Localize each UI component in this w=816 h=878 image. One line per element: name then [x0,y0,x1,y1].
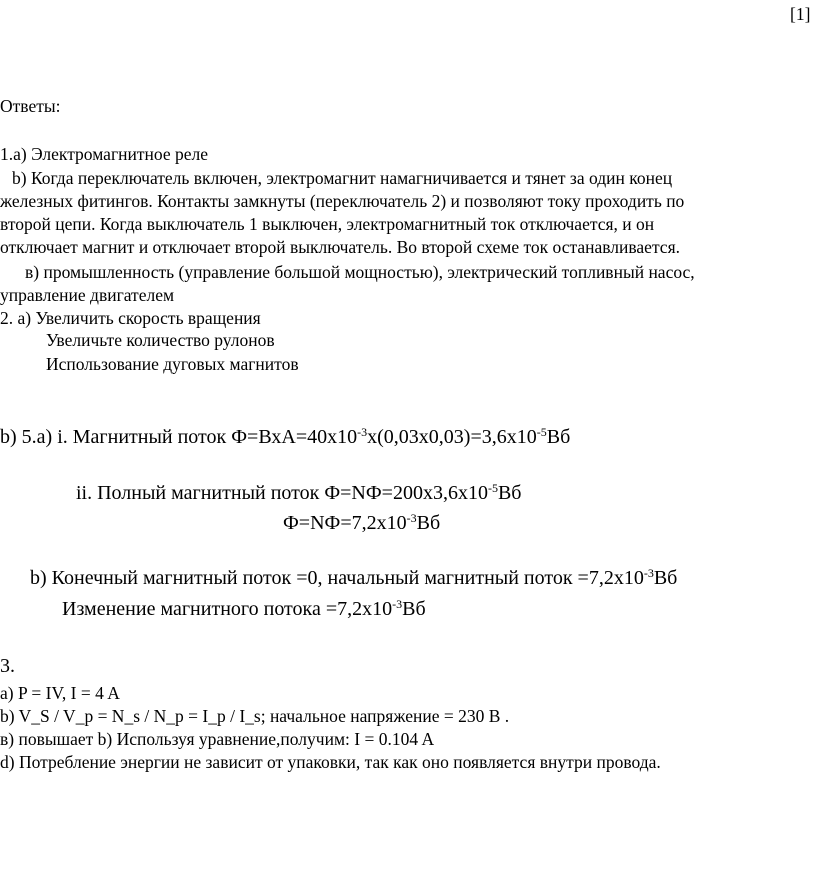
q5-line-4 [30,566,677,590]
q5-line-2-text-1: ii. Полный магнитный поток Ф=NФ=200х3,6х10 [76,482,488,504]
q5-line-3-sup-1: -3 [406,511,417,525]
q5-line-1-sup-2: -5 [536,425,547,439]
q5-line-1 [0,425,570,449]
q5-line-3 [283,511,440,535]
q3-line-d: d) Потребление энергии не зависит от упаковки, так как оно появляется внутри провода. [0,752,661,772]
q1-b-line-1: b) Когда переключатель включен, электромагнит намагничивается и тянет за один конец [12,168,673,188]
q5-line-5-text-1: Изменение магнитного потока =7,2х10 [62,598,393,620]
q5-line-5 [62,597,426,621]
q2-a: 2. а) Увеличить скорость вращения [0,308,261,328]
q5-line-1-text-2: х(0,03х0,03)=3,6х10 [367,426,537,448]
q5-line-2-sup-1: -5 [487,481,498,495]
page-marker: [1] [790,4,811,24]
q5-line-1-sup-1: -3 [357,425,368,439]
q5-line-5-text-2: Вб [402,598,426,620]
answers-heading: Ответы: [0,96,61,116]
q1-c-line-2: управление двигателем [0,285,175,305]
q5-line-1-text-1: b) 5.а) i. Магнитный поток Ф=ВхА=40х10 [0,426,358,448]
q1-b-line-4: отключает магнит и отключает второй выключатель. Во второй схеме ток останавливается. [0,237,680,257]
q5-line-1-text-3: Вб [546,426,571,448]
q5-line-3-text-2: Вб [416,512,441,534]
q1-c-line-1: в) промышленность (управление большой мощностью), электрический топливный насос, [25,262,695,282]
q1-b-line-3: второй цепи. Когда выключатель 1 выключен, электромагнитный ток отключается, и он [0,214,655,234]
q2-item-2: Использование дуговых магнитов [46,354,299,374]
q1-a: 1.а) Электромагнитное реле [0,144,208,164]
q5-line-4-sup-1: -3 [643,566,654,580]
q3-line-b: b) V_S / V_p = N_s / N_p = I_p / I_s; начальное напряжение = 230 В . [0,706,510,726]
q2-item-1: Увеличьте количество рулонов [46,330,275,350]
q1-b-line-2: железных фитингов. Контакты замкнуты (переключатель 2) и позволяют току проходить по [0,191,685,211]
q5-line-5-sup-1: -3 [392,597,403,611]
q5-line-3-text-1: Ф=NФ=7,2х10 [283,512,407,534]
q5-line-4-text-2: Вб [653,567,678,589]
q3-number: 3. [0,655,15,677]
q3-line-a: a) P = IV, I = 4 A [0,683,120,703]
q5-line-2-text-2: Вб [497,482,522,504]
q5-line-4-text-1: b) Конечный магнитный поток =0, начальный магнитный поток =7,2х10 [30,567,644,589]
q5-line-2 [76,481,521,505]
q3-line-c: в) повышает b) Используя уравнение,получим: I = 0.104 A [0,729,435,749]
